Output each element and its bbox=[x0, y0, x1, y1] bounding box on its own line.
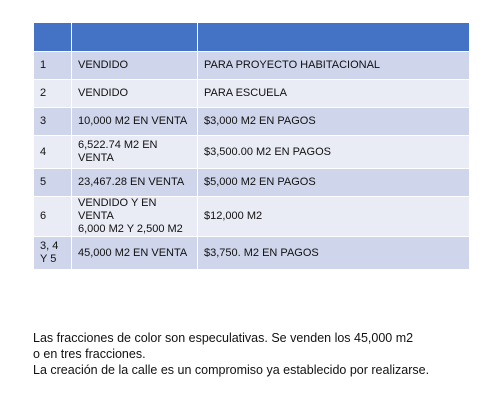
row-terms-cell: $5,000 M2 EN PAGOS bbox=[198, 169, 470, 197]
row-terms-cell: $12,000 M2 bbox=[198, 197, 470, 237]
header-cell-terms bbox=[198, 23, 470, 52]
row-terms-cell: $3,000 M2 EN PAGOS bbox=[198, 108, 470, 136]
footnote-line: Las fracciones de color son especulativas. Se venden los 45,000 m2 bbox=[33, 331, 414, 345]
row-status-cell: VENDIDO Y EN VENTA 6,000 M2 Y 2,500 M2 bbox=[72, 197, 198, 237]
table-row bbox=[34, 197, 470, 237]
row-number-cell: 3, 4 Y 5 bbox=[34, 237, 72, 270]
table-row bbox=[34, 136, 470, 169]
row-terms-cell: $3,500.00 M2 EN PAGOS bbox=[198, 136, 470, 169]
row-status-cell: VENDIDO bbox=[72, 80, 198, 108]
row-terms-cell: PARA PROYECTO HABITACIONAL bbox=[198, 52, 470, 80]
table-row bbox=[34, 108, 470, 136]
row-number-cell: 5 bbox=[34, 169, 72, 197]
row-terms-cell: $3,750. M2 EN PAGOS bbox=[198, 237, 470, 270]
header-cell-status bbox=[72, 23, 198, 52]
table-row bbox=[34, 52, 470, 80]
row-number-cell: 2 bbox=[34, 80, 72, 108]
table-row bbox=[34, 237, 470, 270]
row-number-cell: 4 bbox=[34, 136, 72, 169]
footnote-line: o en tres fracciones. bbox=[33, 347, 146, 361]
row-number-cell: 1 bbox=[34, 52, 72, 80]
row-status-cell: VENDIDO bbox=[72, 52, 198, 80]
row-number-cell: 3 bbox=[34, 108, 72, 136]
footnote-line: La creación de la calle es un compromiso ya establecido por realizarse. bbox=[33, 363, 430, 377]
row-number-cell: 6 bbox=[34, 197, 72, 237]
row-status-cell: 45,000 M2 EN VENTA bbox=[72, 237, 198, 270]
table-header-row bbox=[34, 23, 470, 52]
fractions-table bbox=[33, 22, 470, 270]
table-row bbox=[34, 80, 470, 108]
fractions-table-container bbox=[33, 22, 469, 270]
row-terms-cell: PARA ESCUELA bbox=[198, 80, 470, 108]
table-row bbox=[34, 169, 470, 197]
row-status-cell: 23,467.28 EN VENTA bbox=[72, 169, 198, 197]
row-status-cell: 10,000 M2 EN VENTA bbox=[72, 108, 198, 136]
header-cell-number bbox=[34, 23, 72, 52]
footnote-text bbox=[33, 330, 493, 378]
row-status-cell: 6,522.74 M2 EN VENTA bbox=[72, 136, 198, 169]
